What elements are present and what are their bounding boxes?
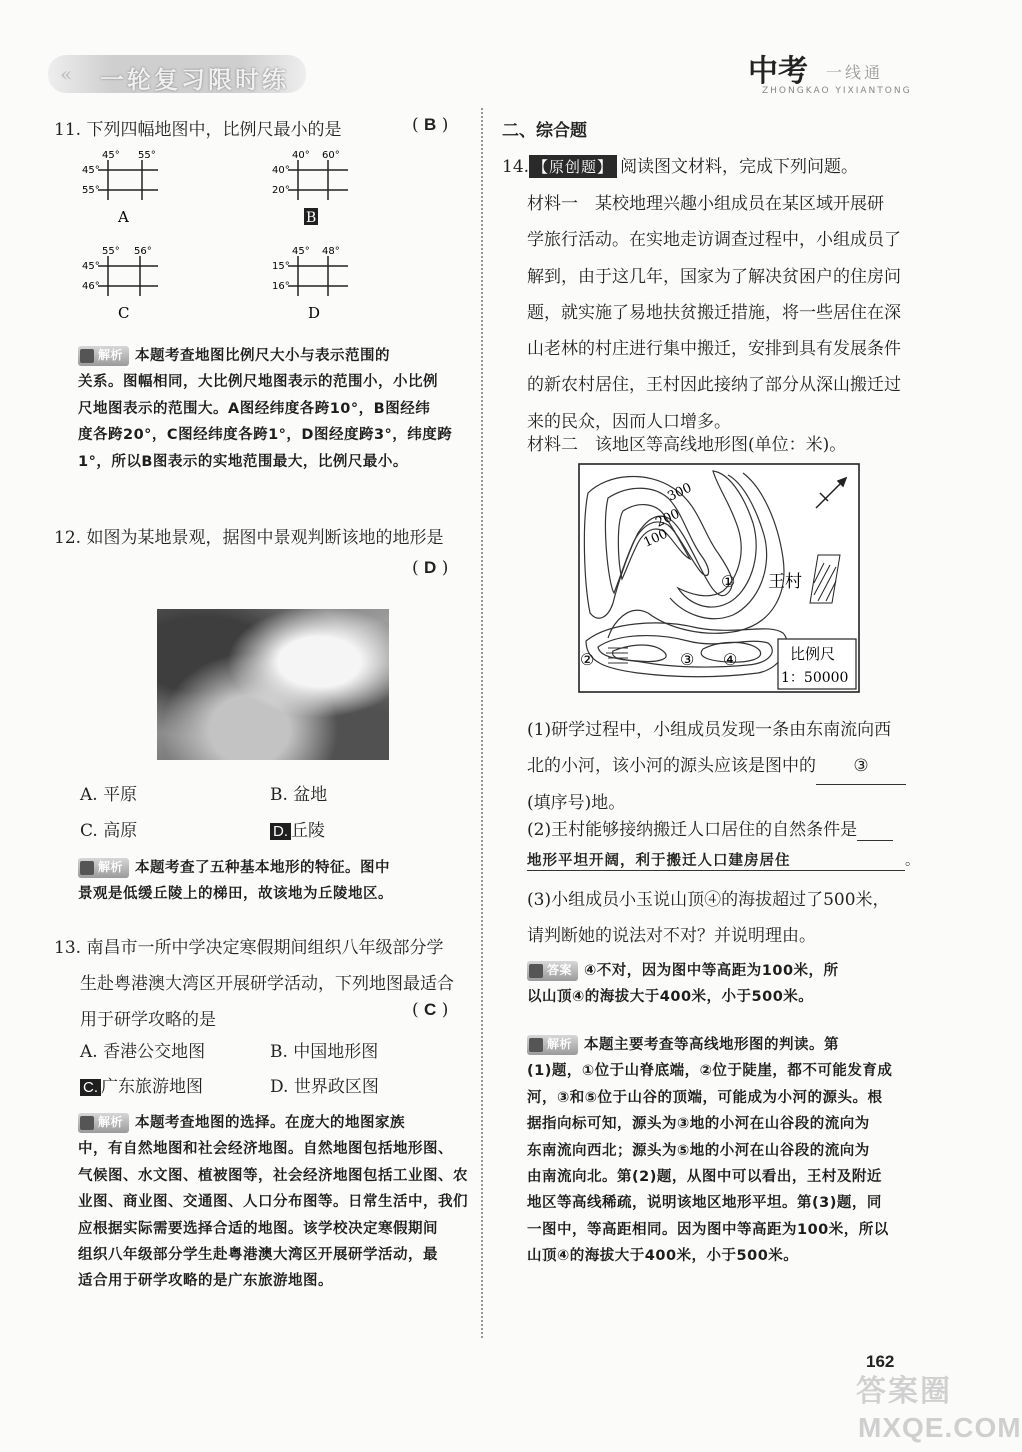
q12-explain-chip: 解析	[78, 858, 129, 878]
grid-c-top-1: 56°	[134, 246, 152, 257]
original-question-tag: 【原创题】	[529, 155, 617, 178]
q13-option-c: C. 广东旅游地图	[80, 1072, 203, 1097]
section-title: 二、综合题	[502, 121, 587, 141]
q11-answer-bracket: ( B )	[412, 115, 449, 135]
brand-pinyin: ZHONGKAO YIXIANTONG	[762, 86, 912, 96]
grid-a-left-1: 55°	[82, 185, 100, 196]
q12-answer: D	[424, 558, 437, 577]
grid-d-left-0: 15°	[272, 261, 290, 272]
q13-option-a: A. 香港公交地图	[80, 1042, 206, 1062]
sub-question-2: (2)王村能够接纳搬迁人口居住的自然条件是	[527, 815, 893, 841]
column-divider	[481, 108, 483, 1338]
brand-subtitle: 一线通	[826, 63, 884, 82]
contour-label-100: 100	[641, 526, 671, 551]
q13-option-d: D. 世界政区图	[270, 1077, 379, 1097]
header-arrow-icon: «	[60, 62, 73, 86]
book-icon	[80, 861, 94, 875]
watermark-url: MXQE.COM	[858, 1412, 1022, 1443]
scale-value: 1：50000	[781, 670, 849, 686]
marker-1: ①	[721, 572, 736, 591]
q12-option-b: B. 盆地	[270, 785, 328, 805]
grid-map-b	[272, 150, 348, 226]
q12-explanation: 解析 本题考查了五种基本地形的特征。图中 景观是低缓丘陵上的梯田，故该地为丘陵地区。	[78, 860, 393, 903]
grid-d-label: D	[308, 304, 321, 322]
q13-explanation: 解析 本题考查地图的选择。在庞大的地图家族 中，有自然地图和社会经济地图。自然地图包括地形图、 气候图、水文图、植被图等，社会经济地图包括工业图、农 业图、商业图、交通图、人口分布图等。日常生活中，我们 应根据实际需要选择合适的地图。该学校决定寒假期间 组织八年级部分学生赴粤港澳大湾区开展研学活动，最 适合用于研学攻略的是广东旅游地图。	[78, 1115, 468, 1290]
material-two: 材料二 该地区等高线地形图(单位：米)。	[527, 435, 847, 455]
grid-a-top-0: 45°	[102, 150, 120, 161]
grid-d-top-1: 48°	[322, 246, 340, 257]
grid-a-left-0: 45°	[82, 165, 100, 176]
grid-map-a	[82, 150, 158, 226]
q11-grid-maps	[80, 148, 400, 328]
header-title: 一轮复习限时练	[100, 66, 289, 94]
marker-4: ④	[723, 650, 738, 669]
grid-b-label: B	[306, 210, 317, 226]
q14-answer: 答案 ④不对，因为图中等高距为100米，所 以山顶④的海拔大于400米，小于500米。	[527, 963, 839, 1006]
grid-c-label: C	[118, 304, 130, 322]
grid-c-top-0: 55°	[102, 246, 120, 257]
book-icon	[529, 1038, 543, 1052]
sub1-answer-blank[interactable]: ③	[816, 748, 906, 785]
grid-a-top-1: 55°	[138, 150, 156, 161]
marker-2: ②	[580, 650, 595, 669]
q13-option-b: B. 中国地形图	[270, 1042, 379, 1062]
grid-b-top-1: 60°	[322, 150, 340, 161]
q11-explanation: 解析 本题考查地图比例尺大小与表示范围的 关系。图幅相同，大比例尺地图表示的范围小，小比例 尺地图表示的范围大。A图经纬度各跨10°，B图经纬 度各跨20°，C图经纬度各跨1°，D图经度跨3°，纬度跨 1°，所以B图表示的实地范围最大，比例尺最小。	[78, 348, 453, 470]
q11-explain-chip: 解析	[78, 346, 129, 366]
q14-explain-chip: 解析	[527, 1035, 578, 1055]
book-icon	[80, 349, 94, 363]
q12-answer-bracket: ( D )	[412, 558, 449, 578]
q12-option-d: D. 丘陵	[270, 816, 325, 841]
q11-stem: 11. 下列四幅地图中，比例尺最小的是	[54, 120, 342, 140]
contour-label-200: 200	[653, 506, 683, 531]
brand-logo: 中考	[748, 54, 808, 89]
q12-option-a: A. 平原	[80, 785, 138, 805]
q14-intro: 14. 【原创题】 阅读图文材料，完成下列问题。	[502, 157, 859, 177]
grid-b-left-1: 20°	[272, 185, 290, 196]
answer-chip: 答案	[527, 961, 578, 981]
sub-question-3: (3)小组成员小玉说山顶④的海拔超过了500米， 请判断她的说法对不对？并说明理由。	[527, 890, 890, 946]
q12-stem: 12. 如图为某地景观，据图中景观判断该地的地形是	[54, 528, 444, 548]
scale-label: 比例尺	[790, 645, 836, 663]
sub2-answer-blank[interactable]: 地形平坦开阔，利于搬迁人口建房居住 。	[527, 849, 921, 871]
q13-answer: C	[424, 1000, 437, 1019]
q14-explanation: 解析 本题主要考查等高线地形图的判读。第 (1)题，①位于山脊底端，②位于陡崖，都不可能发育成 河，③和⑤位于山谷的顶端，可能成为小河的源头。根 据指向标可知，源头为③地的小河在山谷段的流向为 东南流向西北；源头为⑤地的小河在山谷段的流向为 由南流向北。第(2)题，从图中可以看出，王村及附近 地区等高线稀疏，说明该地区地形平坦。第(3)题，同 一图中，等高距相同。因为图中等高距为100米，所以 山顶④的海拔大于400米，小于500米。	[527, 1037, 893, 1264]
page-number: 162	[866, 1352, 895, 1371]
material-one: 材料一 某校地理兴趣小组成员在某区域开展研 学旅行活动。在实地走访调查过程中，小组成员了 解到，由于这几年，国家为了解决贫困户的住房问 题，就实施了易地扶贫搬迁措施，将一些居住在深 山老林的村庄进行集中搬迁，安排到具有发展条件 的新农村居住，王村因此接纳了部分从深山搬迁过 来的民众，因而人口增多。	[527, 194, 901, 432]
grid-b-left-0: 40°	[272, 165, 290, 176]
grid-c-left-1: 46°	[82, 281, 100, 292]
landscape-photo	[157, 609, 389, 760]
q12-option-c: C. 高原	[80, 821, 138, 841]
q11-answer: B	[424, 115, 437, 134]
q13-answer-bracket: ( C )	[412, 1000, 449, 1020]
contour-label-300: 300	[665, 480, 695, 505]
marker-3: ③	[680, 650, 695, 669]
grid-d-top-0: 45°	[292, 246, 310, 257]
sub-question-1: (1)研学过程中，小组成员发现一条由东南流向西 北的小河，该小河的源头应该是图中的 ③ (填序号)地。	[527, 712, 906, 821]
grid-map-d	[272, 246, 348, 322]
book-icon	[80, 1116, 94, 1130]
grid-d-left-1: 16°	[272, 281, 290, 292]
key-icon	[529, 964, 543, 978]
watermark-logo: 答案圈	[856, 1374, 952, 1409]
grid-map-c	[82, 246, 158, 322]
grid-a-label: A	[118, 208, 129, 226]
q13-explain-chip: 解析	[78, 1113, 129, 1133]
q13-stem: 13. 南昌市一所中学决定寒假期间组织八年级部分学 生赴粤港澳大湾区开展研学活动，下列地图最适合 用于研学攻略的是	[54, 938, 454, 1030]
grid-c-left-0: 45°	[82, 261, 100, 272]
contour-map	[578, 463, 860, 693]
grid-b-top-0: 40°	[292, 150, 310, 161]
village-label: 王村	[768, 572, 802, 592]
